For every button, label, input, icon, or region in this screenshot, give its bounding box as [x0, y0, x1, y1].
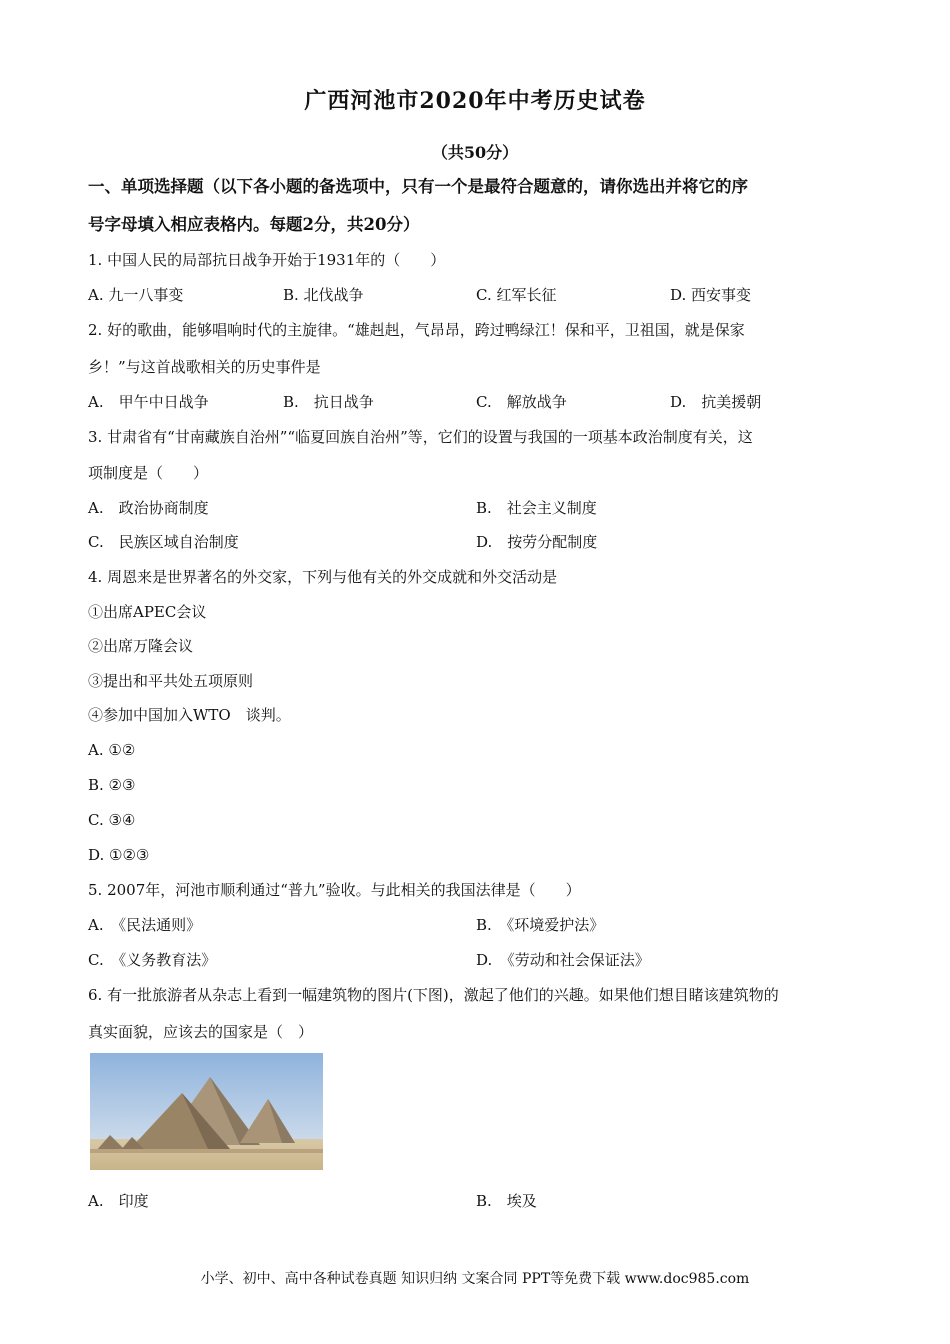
q1-option-c: C. 红军长征	[476, 286, 557, 304]
section-heading-line2: 号字母填入相应表格内。每题2分，共20分）	[88, 215, 420, 234]
q5-option-b: B. 《环境爱护法》	[476, 916, 605, 934]
q4-item-2: ②出席万隆会议	[88, 637, 194, 655]
q2-option-a: A. 甲午中日战争	[88, 393, 209, 411]
question-4-stem: 4. 周恩来是世界著名的外交家，下列与他有关的外交成就和外交活动是	[88, 568, 558, 586]
question-3-stem-line2: 项制度是（ ）	[88, 464, 209, 482]
q4-option-a: A. ①②	[88, 741, 136, 759]
q1-option-a: A. 九一八事变	[88, 286, 184, 304]
q3-option-b: B. 社会主义制度	[476, 499, 597, 517]
page-subtitle: （共50分）	[431, 143, 519, 162]
q3-option-c: C. 民族区域自治制度	[88, 533, 239, 551]
q1-option-d: D. 西安事变	[670, 286, 752, 304]
q5-option-d: D. 《劳动和社会保证法》	[476, 951, 650, 969]
q5-option-a: A. 《民法通则》	[88, 916, 202, 934]
question-2-stem-line2: 乡！”与这首战歌相关的历史事件是	[88, 358, 321, 376]
question-6-stem-line1: 6. 有一批旅游者从杂志上看到一幅建筑物的图片(下图)，激起了他们的兴趣。如果他们想目睹该建筑物的	[88, 986, 779, 1004]
question-2-stem-line1: 2. 好的歌曲，能够唱响时代的主旋律。“雄赳赳，气昂昂，跨过鸭绿江！保和平，卫祖国，就是保家	[88, 321, 745, 339]
question-5-stem: 5. 2007年，河池市顺利通过“普九”验收。与此相关的我国法律是（ ）	[88, 881, 581, 899]
q2-option-b: B. 抗日战争	[283, 393, 374, 411]
page-title: 广西河池市2020年中考历史试卷	[304, 88, 646, 114]
q4-item-1: ①出席APEC会议	[88, 603, 207, 621]
q6-option-a: A. 印度	[88, 1192, 149, 1210]
q4-item-3: ③提出和平共处五项原则	[88, 672, 254, 690]
q2-option-c: C. 解放战争	[476, 393, 567, 411]
q6-option-b: B. 埃及	[476, 1192, 537, 1210]
q4-item-4: ④参加中国加入WTO 谈判。	[88, 706, 291, 724]
q3-option-a: A. 政治协商制度	[88, 499, 209, 517]
question-3-stem-line1: 3. 甘肃省有“甘南藏族自治州”“临夏回族自治州”等，它们的设置与我国的一项基本政治制度有关，这	[88, 428, 753, 446]
q3-option-d: D. 按劳分配制度	[476, 533, 598, 551]
question-6-stem-line2: 真实面貌，应该去的国家是（ ）	[88, 1023, 314, 1041]
question-1-stem: 1. 中国人民的局部抗日战争开始于1931年的（ ）	[88, 251, 446, 269]
q1-option-b: B. 北伐战争	[283, 286, 364, 304]
section-heading-line1: 一、单项选择题（以下各小题的备选项中，只有一个是最符合题意的，请你选出并将它的序	[88, 177, 748, 196]
q5-option-c: C. 《义务教育法》	[88, 951, 217, 969]
q4-option-c: C. ③④	[88, 811, 136, 829]
q4-option-b: B. ②③	[88, 776, 136, 794]
pyramids-image	[90, 1053, 323, 1170]
q2-option-d: D. 抗美援朝	[670, 393, 762, 411]
section-heading	[88, 168, 868, 244]
page-footer: 小学、初中、高中各种试卷真题 知识归纳 文案合同 PPT等免费下载 www.doc985.com	[200, 1271, 750, 1287]
q4-option-d: D. ①②③	[88, 846, 150, 864]
